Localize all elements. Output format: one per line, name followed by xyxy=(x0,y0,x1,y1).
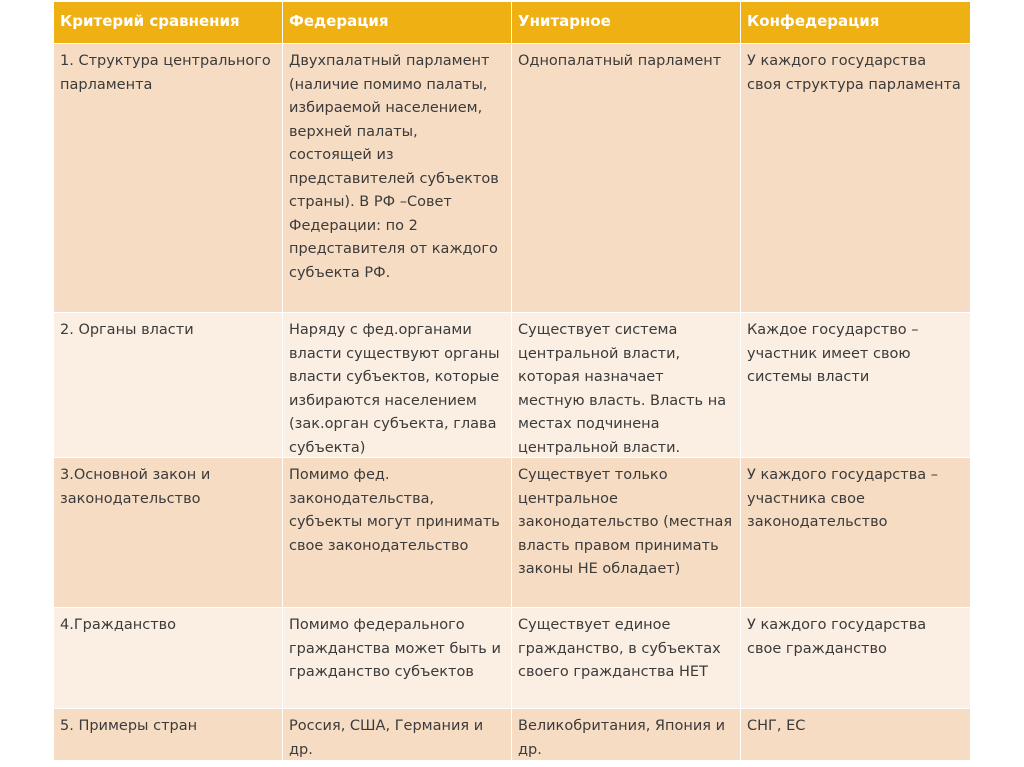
table-cell: Существует только центральное законодательство (местная власть правом принимать законы НЕ обладает) xyxy=(512,458,741,608)
table-cell: 3.Основной закон и законодательство xyxy=(54,458,283,608)
table-cell: Двухпалатный парламент (наличие помимо палаты, избираемой населением, верхней палаты, состоящей из представителей субъектов страны). В РФ –Совет Федерации: по 2 представителя от каждого субъекта РФ. xyxy=(283,44,512,313)
header-confederation: Конфедерация xyxy=(741,2,970,44)
table-cell: У каждого государства – участника свое законодательство xyxy=(741,458,970,608)
table-cell: 4.Гражданство xyxy=(54,608,283,709)
table-cell: Помимо федерального гражданства может быть и гражданство субъектов xyxy=(283,608,512,709)
table-cell: 5. Примеры стран xyxy=(54,709,283,761)
table-cell: 1. Структура центрального парламента xyxy=(54,44,283,313)
comparison-table xyxy=(54,2,970,761)
table-cell: СНГ, ЕС xyxy=(741,709,970,761)
table-cell: У каждого государства своя структура парламента xyxy=(741,44,970,313)
table-cell: Существует единое гражданство, в субъектах своего гражданства НЕТ xyxy=(512,608,741,709)
table-cell: Помимо фед. законодательства, субъекты могут принимать свое законодательство xyxy=(283,458,512,608)
table-cell: Россия, США, Германия и др. xyxy=(283,709,512,761)
table-cell: 2. Органы власти xyxy=(54,313,283,458)
header-federation: Федерация xyxy=(283,2,512,44)
table-cell: Существует система центральной власти, которая назначает местную власть. Власть на местах подчинена центральной власти. xyxy=(512,313,741,458)
header-unitary: Унитарное xyxy=(512,2,741,44)
table-cell: Великобритания, Япония и др. xyxy=(512,709,741,761)
table-cell: Однопалатный парламент xyxy=(512,44,741,313)
table-cell: У каждого государства свое гражданство xyxy=(741,608,970,709)
table-cell: Наряду с фед.органами власти существуют органы власти субъектов, которые избираются населением (зак.орган субъекта, глава субъекта) xyxy=(283,313,512,458)
table-cell: Каждое государство – участник имеет свою системы власти xyxy=(741,313,970,458)
header-criterion: Критерий сравнения xyxy=(54,2,283,44)
